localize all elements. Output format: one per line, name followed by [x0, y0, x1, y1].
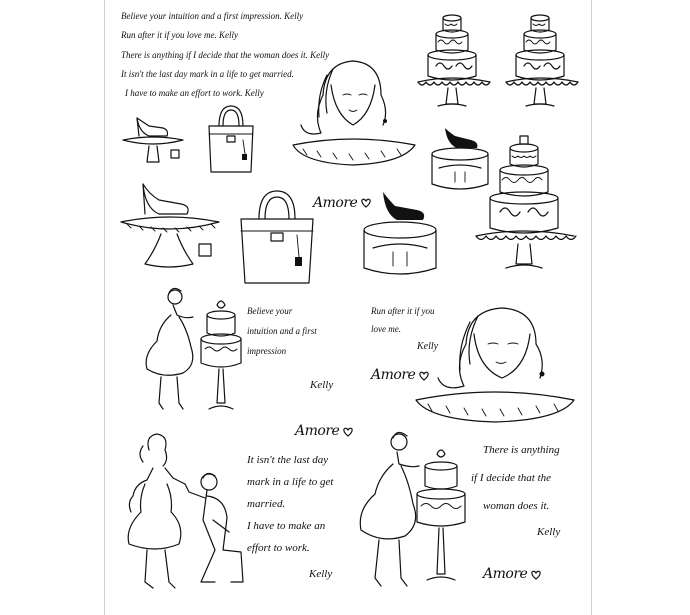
signature-kelly: Kelly: [310, 379, 334, 391]
woman-with-cake-stamp: [133, 285, 253, 425]
phrase-line-1: There is anything: [483, 444, 560, 456]
woman-portrait-stamp: [283, 55, 423, 170]
phrase-line-2: mark in a life to get: [247, 476, 334, 488]
signature-kelly: Kelly: [417, 341, 439, 352]
tiered-cake-stamp: [498, 8, 583, 118]
heart-icon: [531, 570, 541, 580]
phrase-line-1: Believe your intuition and a first impression. Kelly: [121, 11, 304, 21]
signature-kelly: Kelly: [309, 568, 333, 580]
handbag-stamp: [205, 100, 257, 180]
phrase-line-1: Run after it if you: [371, 306, 435, 316]
phrase-line-3: There is anything if I decide that the woman does it. Kelly: [121, 50, 330, 60]
proposal-couple-stamp: [119, 432, 259, 607]
signature-kelly: Kelly: [537, 526, 561, 538]
amore-script: Amore: [295, 423, 340, 439]
phrase-line-4: It isn't the last day mark in a life to get married.: [121, 69, 294, 79]
stamp-sheet: [104, 0, 592, 615]
phrase-line-3: woman does it.: [483, 500, 550, 512]
phrase-line-5: effort to work.: [247, 542, 310, 554]
phrase-line-1: It isn't the last day: [247, 454, 329, 466]
phrase-line-2: if I decide that the: [471, 472, 552, 484]
phrase-line-4: I have to make an: [247, 520, 326, 532]
tiered-cake-stamp: [470, 132, 580, 282]
high-heel-on-cakestand-stamp: [115, 180, 225, 280]
amore-script: Amore: [371, 367, 416, 383]
high-heel-on-stand-stamp: [119, 110, 189, 170]
phrase-line-2: intuition and a first: [247, 326, 317, 336]
amore-script: Amore: [483, 566, 528, 582]
phrase-line-3: impression: [247, 346, 287, 356]
handbag-stamp: [235, 185, 320, 290]
woman-portrait-stamp: [410, 300, 580, 425]
phrase-line-3: married.: [247, 498, 286, 510]
phrase-line-1: Believe your: [247, 306, 293, 316]
phrase-line-5: I have to make an effort to work. Kelly: [125, 88, 264, 98]
high-heel-hatbox-stamp: [355, 188, 445, 288]
phrase-line-2: love me.: [371, 324, 401, 334]
phrase-line-2: Run after it if you love me. Kelly: [121, 30, 238, 40]
woman-with-cake-stamp: [341, 428, 471, 608]
amore-script: Amore: [313, 195, 358, 211]
